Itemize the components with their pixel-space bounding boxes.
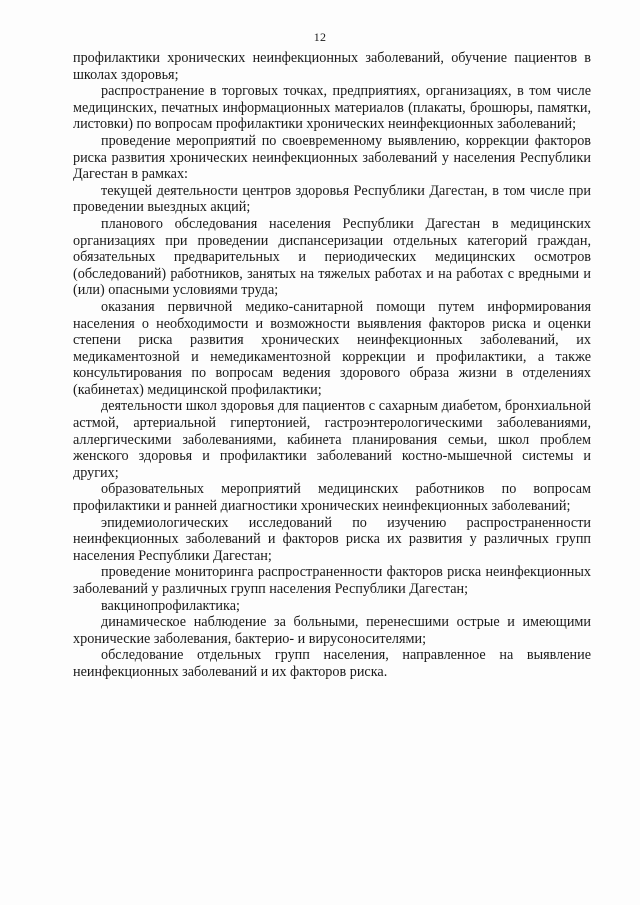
paragraph: динамическое наблюдение за больными, перенесшими острые и имеющими хронические заболевания, бактерио- и вирусоносителями;: [73, 614, 591, 647]
paragraph: распространение в торговых точках, предприятиях, организациях, в том числе медицинских, печатных информационных материалов (плакаты, брошюры, памятки, листовки) по вопросам профилактики хронических неинфекционных заболеваний;: [73, 83, 591, 133]
paragraph: планового обследования населения Республики Дагестан в медицинских организациях при проведении диспансеризации отдельных категорий граждан, обязательных предварительных и периодических медицинских осмотров (обследований) работников, занятых на тяжелых работах и на работах с вредными и (или) опасными условиями труда;: [73, 215, 591, 299]
paragraph: обследование отдельных групп населения, направленное на выявление неинфекционных заболеваний и их факторов риска.: [73, 647, 591, 680]
paragraph: образовательных мероприятий медицинских работников по вопросам профилактики и ранней диагностики хронических неинфекционных заболеваний;: [73, 481, 591, 515]
paragraph-continuation: профилактики хронических неинфекционных заболеваний, обучение пациентов в школах здоровья;: [73, 50, 591, 83]
paragraph: деятельности школ здоровья для пациентов с сахарным диабетом, бронхиальной астмой, артериальной гипертонией, гастроэнтерологическими заболеваниями, аллергическими заболеваниями, кабинета планирования семьи, школ проблем женского здоровья и профилактики заболеваний костно-мышечной системы и других;: [73, 398, 591, 481]
page-number: 12: [313, 30, 327, 44]
paragraph: проведение мониторинга распространенности факторов риска неинфекционных заболеваний у различных групп населения Республики Дагестан;: [73, 564, 591, 597]
document-body: [73, 50, 591, 681]
paragraph: оказания первичной медико-санитарной помощи путем информирования населения о необходимости и возможности выявления факторов риска и оценки степени риска развития хронических неинфекционных заболеваний, их медикаментозной и немедикаментозной коррекции и профилактики, а также консультирования по вопросам ведения здорового образа жизни в отделениях (кабинетах) медицинской профилактики;: [73, 298, 591, 398]
paragraph: текущей деятельности центров здоровья Республики Дагестан, в том числе при проведении выездных акций;: [73, 182, 591, 216]
paragraph: вакцинопрофилактика;: [101, 597, 240, 614]
paragraph: проведение мероприятий по своевременному выявлению, коррекции факторов риска развития хронических неинфекционных заболеваний у населения Республики Дагестан в рамках:: [73, 132, 591, 183]
paragraph: эпидемиологических исследований по изучению распространенности неинфекционных заболеваний и факторов риска их развития у различных групп населения Республики Дагестан;: [73, 514, 591, 564]
